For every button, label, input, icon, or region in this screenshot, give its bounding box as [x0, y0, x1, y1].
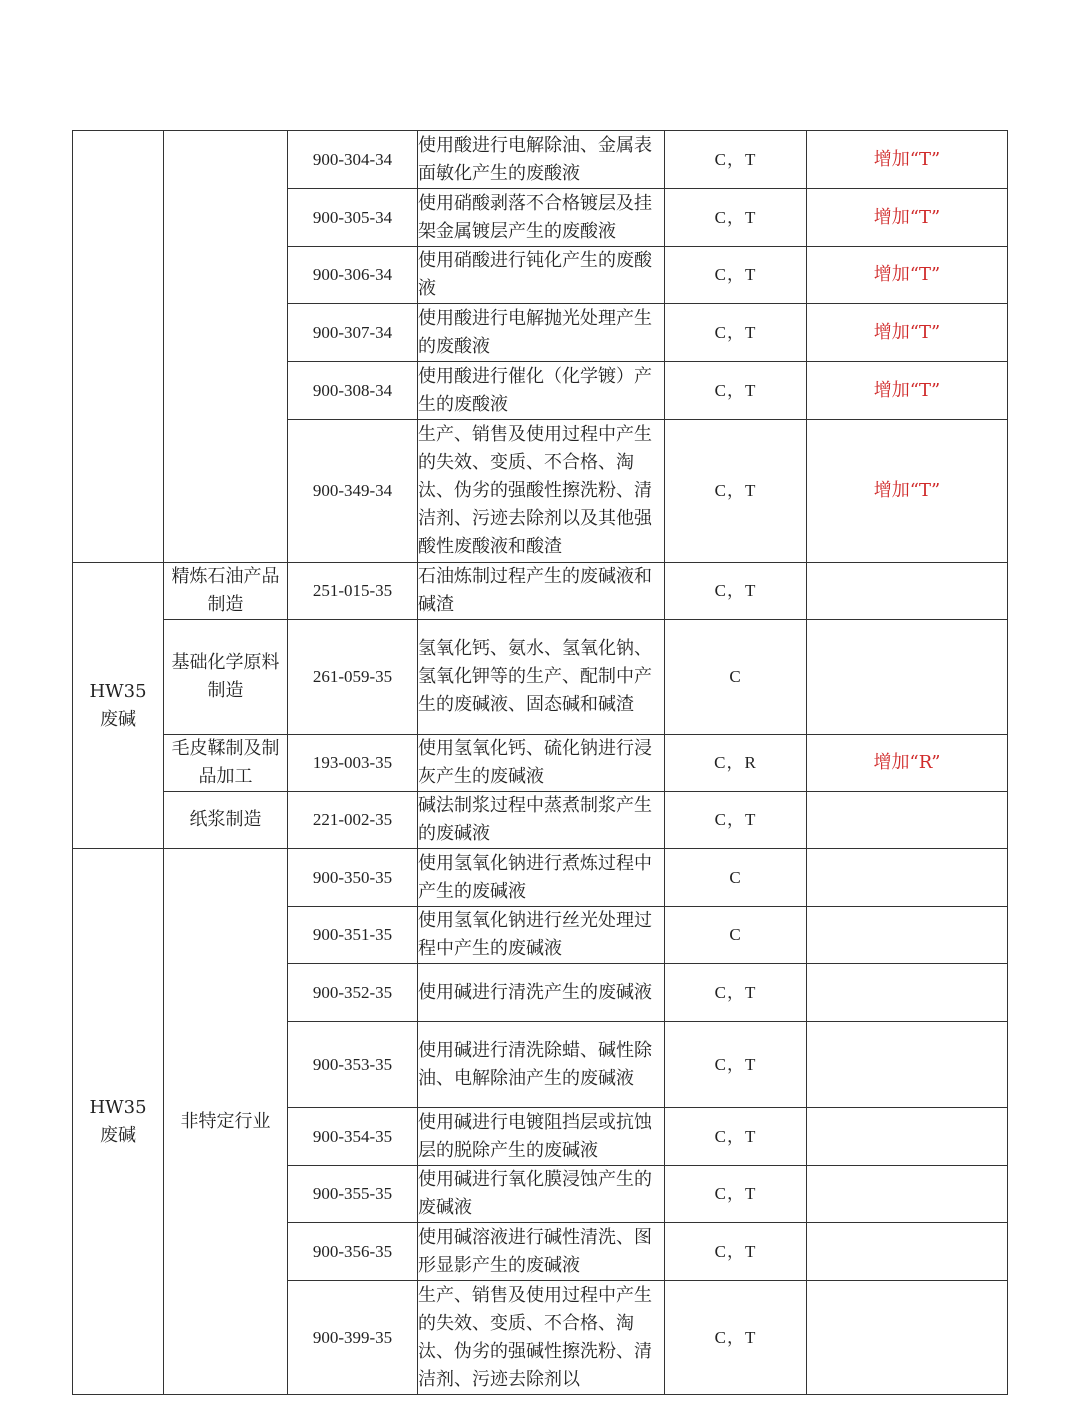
category-code: HW35	[89, 680, 147, 702]
hazard-characteristic: C，T	[665, 1223, 807, 1281]
table-row	[73, 735, 1008, 792]
remark	[807, 792, 1008, 849]
waste-code: 221-002-35	[288, 792, 418, 849]
category-name: 废碱	[100, 1124, 136, 1146]
hazard-characteristic: C，T	[665, 563, 807, 620]
remark	[807, 620, 1008, 735]
waste-code: 900-307-34	[288, 304, 418, 362]
remark	[807, 1281, 1008, 1395]
remark: 增加“T”	[807, 304, 1008, 362]
hazard-characteristic: C，T	[665, 362, 807, 420]
waste-description: 使用酸进行电解除油、金属表面敏化产生的废酸液	[418, 131, 665, 189]
remark	[807, 1022, 1008, 1108]
industry-line: 制造	[207, 594, 244, 615]
hazard-characteristic: C，T	[665, 1166, 807, 1223]
remark	[807, 1108, 1008, 1166]
table-row	[73, 131, 1008, 189]
waste-code: 900-305-34	[288, 189, 418, 247]
waste-description: 使用碱进行清洗除蜡、碱性除油、电解除油产生的废碱液	[418, 1022, 665, 1108]
hazardous-waste-table	[72, 130, 1008, 1395]
waste-code: 900-355-35	[288, 1166, 418, 1223]
waste-description: 生产、销售及使用过程中产生的失效、变质、不合格、淘汰、伪劣的强酸性擦洗粉、清洁剂、污迹去除剂以及其他强酸性废酸液和酸渣	[418, 420, 665, 563]
waste-description: 石油炼制过程产生的废碱液和碱渣	[418, 563, 665, 620]
waste-code: 193-003-35	[288, 735, 418, 792]
industry-cell	[164, 563, 288, 620]
waste-description: 氢氧化钙、氨水、氢氧化钠、氢氧化钾等的生产、配制中产生的废碱液、固态碱和碱渣	[418, 620, 665, 735]
waste-code: 900-356-35	[288, 1223, 418, 1281]
hazard-characteristic: C，T	[665, 1022, 807, 1108]
waste-description: 使用碱进行清洗产生的废碱液	[418, 964, 665, 1022]
waste-code: 900-354-35	[288, 1108, 418, 1166]
remark	[807, 907, 1008, 964]
waste-description: 使用酸进行催化（化学镀）产生的废酸液	[418, 362, 665, 420]
remark: 增加“T”	[807, 131, 1008, 189]
hazard-characteristic: C，T	[665, 189, 807, 247]
hazard-characteristic: C，T	[665, 247, 807, 304]
remark	[807, 964, 1008, 1022]
industry-line: 基础化学原料	[171, 652, 280, 673]
category-code: HW35	[89, 1096, 147, 1118]
hazard-characteristic: C，T	[665, 792, 807, 849]
waste-code: 900-308-34	[288, 362, 418, 420]
table-row	[73, 849, 1008, 907]
waste-description: 使用碱进行氧化膜浸蚀产生的废碱液	[418, 1166, 665, 1223]
table-row	[73, 792, 1008, 849]
waste-code: 900-353-35	[288, 1022, 418, 1108]
industry-line: 品加工	[198, 766, 253, 787]
industry-line: 纸浆制造	[189, 809, 262, 830]
industry-line: 毛皮鞣制及制	[171, 738, 280, 759]
hazard-characteristic: C，T	[665, 1281, 807, 1395]
remark	[807, 1223, 1008, 1281]
remark: 增加“T”	[807, 189, 1008, 247]
waste-code: 261-059-35	[288, 620, 418, 735]
waste-code: 900-351-35	[288, 907, 418, 964]
waste-code: 251-015-35	[288, 563, 418, 620]
industry-cell	[164, 620, 288, 735]
waste-description: 使用氢氧化钠进行丝光处理过程中产生的废碱液	[418, 907, 665, 964]
waste-code: 900-352-35	[288, 964, 418, 1022]
hazard-characteristic: C，T	[665, 420, 807, 563]
waste-description: 使用氢氧化钙、硫化钠进行浸灰产生的废碱液	[418, 735, 665, 792]
waste-description: 使用碱进行电镀阻挡层或抗蚀层的脱除产生的废碱液	[418, 1108, 665, 1166]
category-cell	[73, 849, 164, 1395]
hazard-characteristic: C，T	[665, 131, 807, 189]
waste-code: 900-349-34	[288, 420, 418, 563]
category-cell-continued	[73, 131, 164, 563]
table-row	[73, 620, 1008, 735]
remark: 增加“T”	[807, 247, 1008, 304]
remark: 增加“T”	[807, 420, 1008, 563]
hazard-characteristic: C，T	[665, 1108, 807, 1166]
remark: 增加“R”	[807, 735, 1008, 792]
industry-cell-continued	[164, 131, 288, 563]
category-name: 废碱	[100, 708, 136, 730]
waste-description: 使用硝酸进行钝化产生的废酸液	[418, 247, 665, 304]
waste-code: 900-399-35	[288, 1281, 418, 1395]
industry-line: 制造	[207, 680, 244, 701]
industry-cell	[164, 735, 288, 792]
waste-code: 900-304-34	[288, 131, 418, 189]
hazard-characteristic: C，R	[665, 735, 807, 792]
hazard-characteristic: C	[665, 849, 807, 907]
remark	[807, 1166, 1008, 1223]
hazard-characteristic: C，T	[665, 964, 807, 1022]
waste-code: 900-350-35	[288, 849, 418, 907]
table-row	[73, 563, 1008, 620]
remark	[807, 563, 1008, 620]
hazard-characteristic: C	[665, 620, 807, 735]
industry-line: 精炼石油产品	[171, 566, 280, 587]
waste-description: 碱法制浆过程中蒸煮制浆产生的废碱液	[418, 792, 665, 849]
waste-description: 使用酸进行电解抛光处理产生的废酸液	[418, 304, 665, 362]
remark	[807, 849, 1008, 907]
industry-line: 非特定行业	[180, 1110, 271, 1132]
hazard-characteristic: C	[665, 907, 807, 964]
waste-description: 使用硝酸剥落不合格镀层及挂架金属镀层产生的废酸液	[418, 189, 665, 247]
hazard-characteristic: C，T	[665, 304, 807, 362]
category-cell	[73, 563, 164, 849]
industry-cell	[164, 792, 288, 849]
industry-cell	[164, 849, 288, 1395]
waste-description: 使用碱溶液进行碱性清洗、图形显影产生的废碱液	[418, 1223, 665, 1281]
remark: 增加“T”	[807, 362, 1008, 420]
waste-description: 生产、销售及使用过程中产生的失效、变质、不合格、淘汰、伪劣的强碱性擦洗粉、清洁剂、污迹去除剂以	[418, 1281, 665, 1395]
waste-description: 使用氢氧化钠进行煮炼过程中产生的废碱液	[418, 849, 665, 907]
waste-code: 900-306-34	[288, 247, 418, 304]
